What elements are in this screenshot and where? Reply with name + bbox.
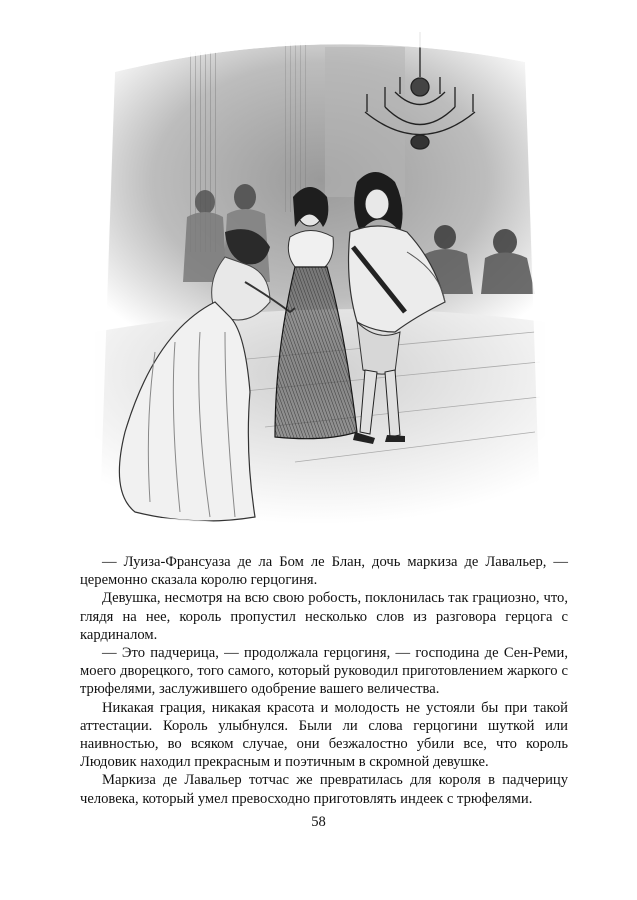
paragraph-3: — Это падчерица, — продолжала герцогиня, — господина де Сен-Реми, моего дворецкого, того самого, который руководил приготовлением жаркого с трюфелями, заслужившего одобрение вашего величества. <box>80 645 568 698</box>
paragraph-2: Девушка, несмотря на всю свою робость, поклонилась так грациозно, что, глядя на нее, король пропустил несколько слов из разговора герцога с кардиналом. <box>80 590 568 643</box>
wall-drape <box>325 47 405 197</box>
paragraph-1: — Луиза-Франсуаза де ла Бом ле Блан, дочь маркиза де Лавальер, — церемонно сказала королю герцогиня. <box>80 554 568 589</box>
paragraph-4: Никакая грация, никакая красота и молодость не устояли бы при такой аттестации. Король улыбнулся. Были ли слова герцогини шуткой или наивностью, во всяком случае, они безжалостно убили все, что король Людовик находил прекрасным и поэтичным в скромной девушке. <box>80 699 568 771</box>
pillar-mid <box>285 42 307 212</box>
page-number: 58 <box>311 814 326 830</box>
body-text <box>80 553 568 808</box>
ballroom-scene-engraving <box>95 32 545 537</box>
engraving-illustration <box>95 32 545 537</box>
paragraph-5: Маркиза де Лавальер тотчас же превратилась для короля в падчерицу человека, который умел превосходно приготовлять индеек с трюфелями. <box>80 772 568 807</box>
